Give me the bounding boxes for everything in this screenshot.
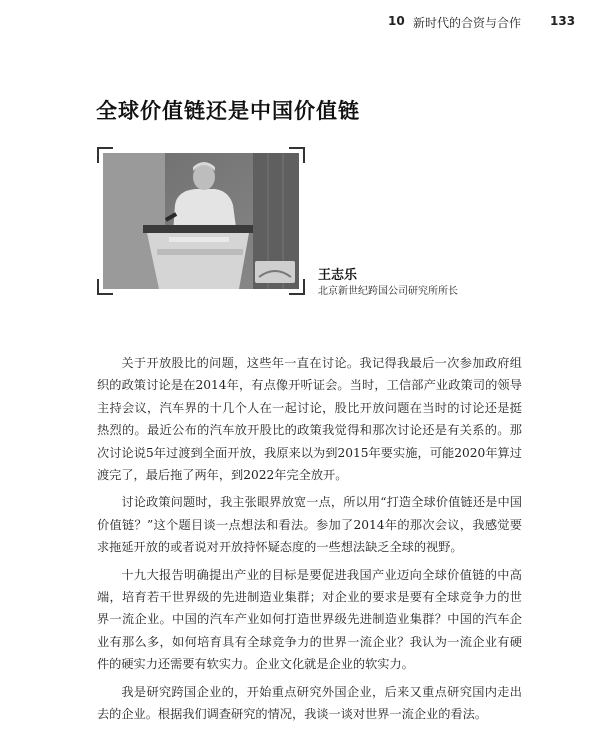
author-photo	[103, 153, 299, 289]
paragraph: 十九大报告明确提出产业的目标是要促进我国产业迈向全球价值链的中高端，培育若干世界级的先进制造业集群；对企业的要求是要有全球竞争力的世界一流企业。中国的汽车产业如何打造世界级先进制造业集群？中国的汽车企业有那么多，如何培育具有全球竞争力的世界一流企业？我认为一流企业有硬件的硬实力还需要有软实力。企业文化就是企业的软实力。	[97, 567, 522, 672]
chapter-title: 新时代的合资与合作	[413, 16, 522, 30]
article-body	[97, 352, 522, 731]
page-number: 133	[550, 14, 576, 28]
paragraph: 我是研究跨国企业的，开始重点研究外国企业，后来又重点研究国内走出去的企业。根据我们调查研究的情况，我谈一谈对世界一流企业的看法。	[97, 684, 522, 722]
author-photo-frame	[97, 147, 305, 295]
article-title: 全球价值链还是中国价值链	[96, 99, 360, 123]
running-header	[0, 12, 600, 32]
chapter-number: 10	[388, 14, 405, 28]
author-affiliation: 北京新世纪跨国公司研究所所长	[318, 286, 458, 297]
author-name: 王志乐	[318, 268, 358, 283]
paragraph: 讨论政策问题时，我主张眼界放宽一点，所以用“打造全球价值链还是中国价值链？”这个题目谈一点想法和看法。参加了2014年的那次会议，我感觉要求拖延开放的或者说对开放持怀疑态度的一些想法缺乏全球的视野。	[97, 495, 522, 555]
paragraph: 关于开放股比的问题，这些年一直在讨论。我记得我最后一次参加政府组织的政策讨论是在2014年，有点像开听证会。当时，工信部产业政策司的领导主持会议，汽车界的十几个人在一起讨论，股比开放问题在当时的讨论还是挺热烈的。最近公布的汽车放开股比的政策我觉得和那次讨论还是有关系的。那次讨论说5年过渡到全面开放，我原来以为到2015年要实施，可能2020年算过渡完了，最后拖了两年，到2022年完全放开。	[97, 356, 522, 483]
